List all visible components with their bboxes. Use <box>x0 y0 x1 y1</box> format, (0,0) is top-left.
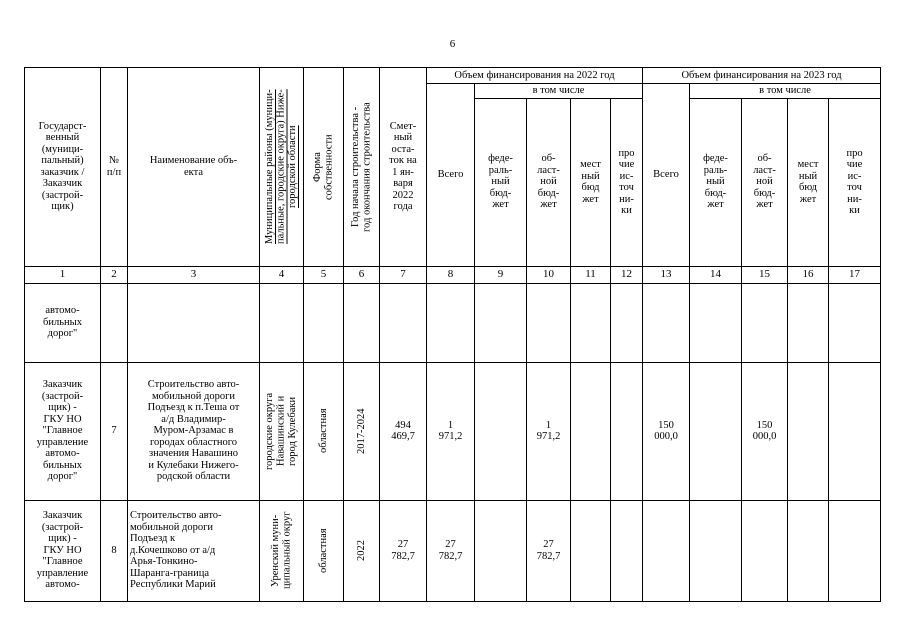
column-number: 6 <box>344 266 380 283</box>
header-fin-2023: Объем финансирования на 2023 год <box>643 68 881 84</box>
total-2022-cell: 27 782,7 <box>427 500 475 601</box>
local-2023-cell <box>788 283 829 362</box>
header-federal-2022: феде- раль- ный бюд- жет <box>475 98 527 266</box>
header-total-2022: Всего <box>427 84 475 267</box>
header-total-2023: Всего <box>643 84 690 267</box>
header-districts: Муниципальные районы (муници- пальные, городские округа) Ниже- городской области <box>260 68 304 267</box>
years-cell: 2022 <box>344 500 380 601</box>
column-number: 1 <box>25 266 101 283</box>
column-number: 12 <box>611 266 643 283</box>
object-name-cell <box>128 283 260 362</box>
total-2022-cell: 1 971,2 <box>427 362 475 500</box>
header-other-2023: про чие ис- точ ни- ки <box>829 98 881 266</box>
column-number: 17 <box>829 266 881 283</box>
estimate-cell: 494 469,7 <box>380 362 427 500</box>
header-local-2023: мест ный бюд жет <box>788 98 829 266</box>
header-customer: Государст- венный (муници- пальный) заказчик / Заказчик (застрой- щик) <box>25 68 101 267</box>
column-number: 8 <box>427 266 475 283</box>
column-number: 3 <box>128 266 260 283</box>
page-number: 6 <box>449 38 456 50</box>
column-number: 7 <box>380 266 427 283</box>
district-cell: Уренский муни- ципальный округ <box>260 500 304 601</box>
regional-2023-cell: 150 000,0 <box>742 362 788 500</box>
ownership-cell: областная <box>304 362 344 500</box>
years-cell: 2017-2024 <box>344 362 380 500</box>
local-2022-cell <box>571 362 611 500</box>
header-regional-2022: об- ласт- ной бюд- жет <box>527 98 571 266</box>
federal-2023-cell <box>690 283 742 362</box>
column-number: 13 <box>643 266 690 283</box>
other-2022-cell <box>611 500 643 601</box>
header-other-2022: про чие ис- точ ни- ки <box>611 98 643 266</box>
number-cell: 8 <box>101 500 128 601</box>
years-cell <box>344 283 380 362</box>
customer-cell: автомо- бильных дорог" <box>25 283 101 362</box>
header-local-2022: мест ный бюд жет <box>571 98 611 266</box>
district-cell <box>260 283 304 362</box>
column-number: 15 <box>742 266 788 283</box>
local-2023-cell <box>788 362 829 500</box>
header-number: № п/п <box>101 68 128 267</box>
other-2023-cell <box>829 283 881 362</box>
federal-2023-cell <box>690 500 742 601</box>
other-2022-cell <box>611 283 643 362</box>
federal-2022-cell <box>475 283 527 362</box>
column-number: 10 <box>527 266 571 283</box>
number-cell <box>101 283 128 362</box>
estimate-cell <box>380 283 427 362</box>
column-number: 2 <box>101 266 128 283</box>
estimate-cell: 27 782,7 <box>380 500 427 601</box>
customer-cell: Заказчик (застрой- щик) - ГКУ НО "Главное управление автомо- <box>25 500 101 601</box>
regional-2023-cell <box>742 283 788 362</box>
local-2023-cell <box>788 500 829 601</box>
column-number: 11 <box>571 266 611 283</box>
federal-2022-cell <box>475 500 527 601</box>
local-2022-cell <box>571 500 611 601</box>
total-2023-cell <box>643 500 690 601</box>
federal-2023-cell <box>690 362 742 500</box>
header-incl-2023: в том числе <box>690 84 881 99</box>
column-number: 14 <box>690 266 742 283</box>
regional-2022-cell: 27 782,7 <box>527 500 571 601</box>
header-incl-2022: в том числе <box>475 84 643 99</box>
local-2022-cell <box>571 283 611 362</box>
header-regional-2023: об- ласт- ной бюд- жет <box>742 98 788 266</box>
header-fin-2022: Объем финансирования на 2022 год <box>427 68 643 84</box>
ownership-cell <box>304 283 344 362</box>
district-cell: городские округа Навашинский и город Кулебаки <box>260 362 304 500</box>
other-2023-cell <box>829 362 881 500</box>
header-estimate: Смет- ный оста- ток на 1 ян- варя 2022 года <box>380 68 427 267</box>
ownership-cell: областная <box>304 500 344 601</box>
header-federal-2023: феде- раль- ный бюд- жет <box>690 98 742 266</box>
column-number: 9 <box>475 266 527 283</box>
other-2023-cell <box>829 500 881 601</box>
regional-2022-cell <box>527 283 571 362</box>
customer-cell: Заказчик (застрой- щик) - ГКУ НО "Главное управление автомо- бильных дорог" <box>25 362 101 500</box>
table-row <box>25 283 881 362</box>
regional-2023-cell <box>742 500 788 601</box>
table-row <box>25 362 881 500</box>
header-ownership: Форма собственности <box>304 68 344 267</box>
other-2022-cell <box>611 362 643 500</box>
financing-table <box>24 67 881 602</box>
total-2023-cell <box>643 283 690 362</box>
column-number: 4 <box>260 266 304 283</box>
object-name-cell: Строительство авто- мобильной дороги Подъезд к д.Кочешково от а/д Арья-Тонкино- Шаранга-граница Республики Марий <box>128 500 260 601</box>
total-2023-cell: 150 000,0 <box>643 362 690 500</box>
header-years: Год начала строительства - год окончания строительства <box>344 68 380 267</box>
number-cell: 7 <box>101 362 128 500</box>
column-number-row <box>25 266 881 283</box>
header-object-name: Наименование объ- екта <box>128 68 260 267</box>
total-2022-cell <box>427 283 475 362</box>
table-row <box>25 500 881 601</box>
column-number: 5 <box>304 266 344 283</box>
column-number: 16 <box>788 266 829 283</box>
regional-2022-cell: 1 971,2 <box>527 362 571 500</box>
federal-2022-cell <box>475 362 527 500</box>
object-name-cell: Строительство авто- мобильной дороги Подъезд к п.Теша от а/д Владимир- Муром-Арзамас в городах областного значения Навашино и Кулебаки Нижего- родской области <box>128 362 260 500</box>
